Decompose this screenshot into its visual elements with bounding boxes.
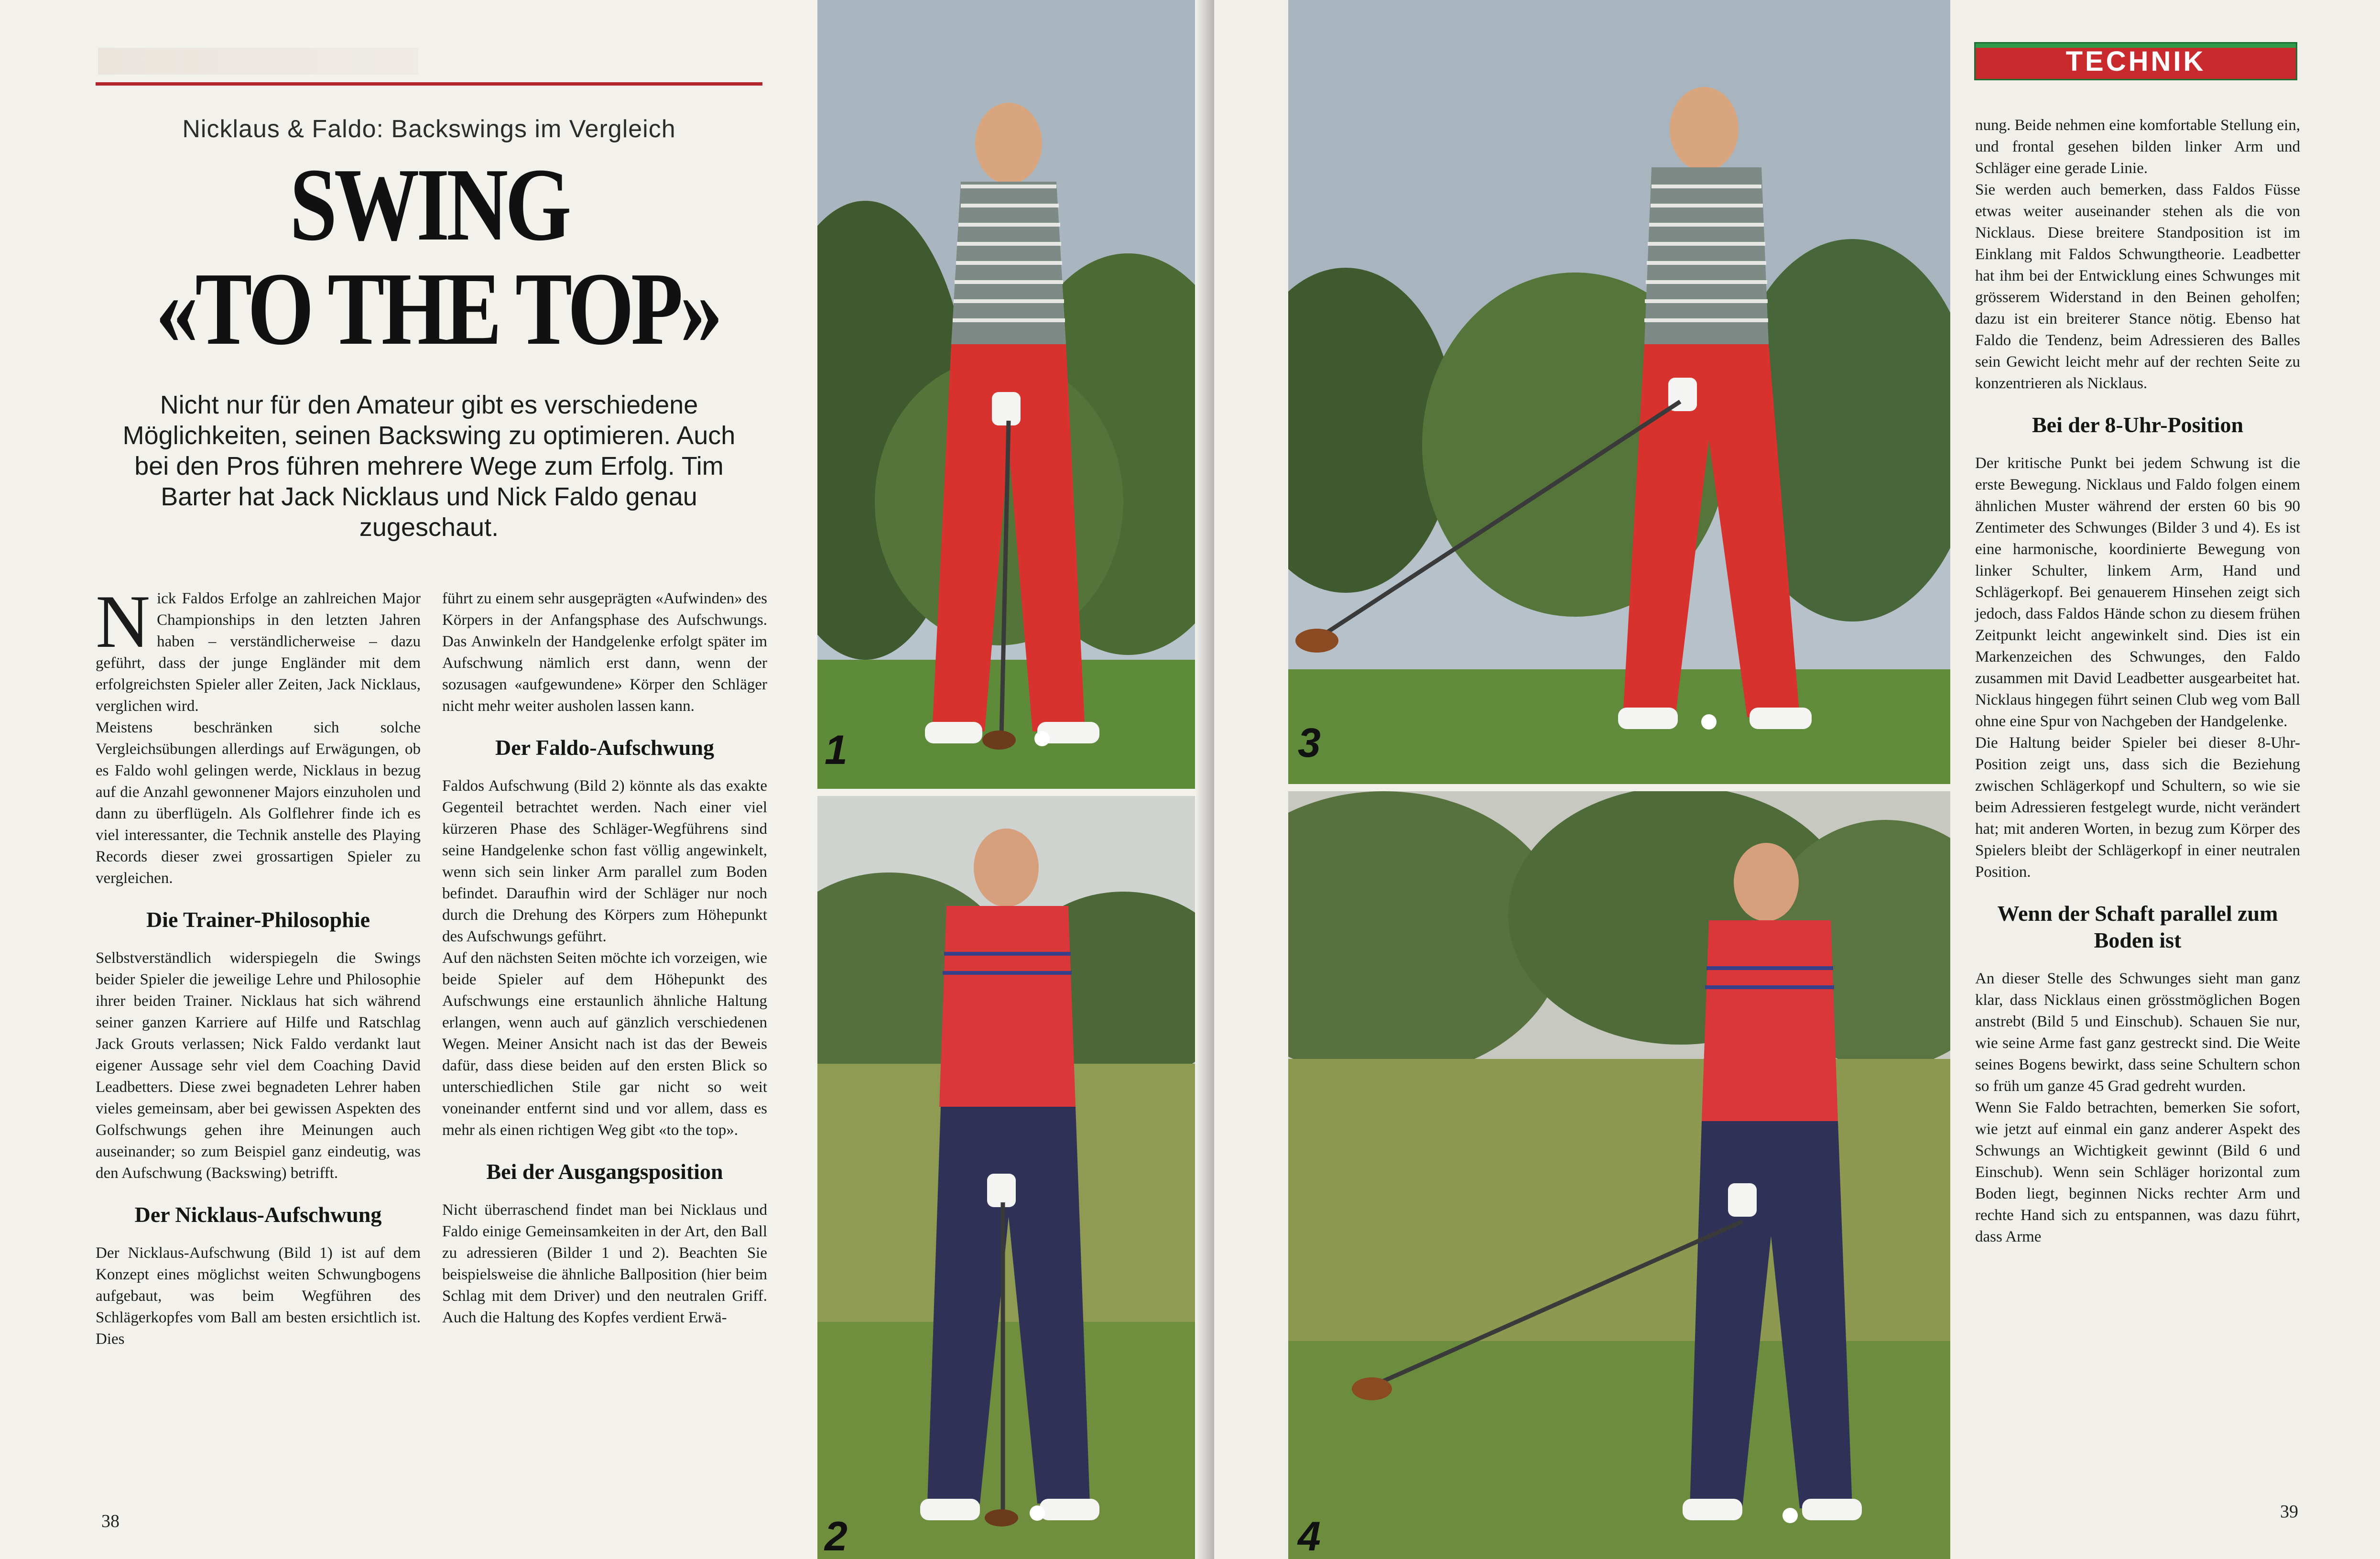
col1-paragraph-4: Der Nicklaus-Aufschwung (Bild 1) ist auf dem Konzept eines möglichst weiten Schwungbogens aufgebaut, was beim Wegführen des Schlägerkopfes vom Ball am besten ersichtlich ist. Dies [96, 1244, 421, 1348]
col2-paragraph-3: Auf den nächsten Seiten möchte ich vorzeigen, wie beide Spieler auf dem Höhepunkt des Aufschwungs eine erstaunlich ähnliche Haltung erlangen, wenn auch auf gänzlich verschiedenen Wegen. Meiner Ansicht nach ist das der Beweis dafür, dass diese beiden auf den ersten Blick so unterschiedlichen Stile gar nicht so weit voneinander entfernt sind und vor allem, dass es mehr als einen richtigen Weg gibt «to the top». [442, 949, 767, 1139]
photo-nicklaus-takeaway [1288, 0, 1950, 784]
article-kicker: Nicklaus & Faldo: Backswings im Vergleich [182, 115, 676, 143]
article-headline [155, 147, 720, 367]
photo-3-illustration [1288, 0, 1950, 784]
section-badge-technik [1974, 42, 2297, 80]
header-ghost-bar [98, 48, 418, 75]
photo-4-illustration [1288, 791, 1950, 1559]
page-number-right: 39 [2280, 1502, 2298, 1522]
col3-paragraph-2: Sie werden auch bemerken, dass Faldos Füsse etwas weiter auseinander stehen als die von Nicklaus. Diese breitere Standposition ist im Einklang mit Faldos Schwungtheorie. Leadbetter hat ihm bei der Entwicklung eines Schwunges mit grösserem Widerstand in den Beinen geholfen; dazu ist ein breiterer Stance nötig. Ebenso hat Faldo die Tendenz, beim Adressieren des Balles sein Gewicht leicht mehr auf der rechten Seite zu konzentrieren als Nicklaus. [1975, 181, 2300, 392]
subhead-ausgangsposition: Bei der Ausgangsposition [486, 1159, 723, 1184]
col3-paragraph-6: Wenn Sie Faldo betrachten, bemerken Sie sofort, wie jetzt auf einmal ein ganz anderer Aspekt des Schwungs an Wichtigkeit gewinnt (Bild 6 und Einschub). Wenn sein Schläger horizontal zum Boden liegt, beginnen Nicks rechter Arm und rechte Hand sich zu entspannen, was dazu führt, dass Arme [1975, 1099, 2300, 1245]
photo-nicklaus-address [817, 0, 1195, 789]
figure-number-3: 3 [1298, 720, 1321, 766]
text-column-2 [442, 588, 767, 1329]
photo-faldo-address [817, 796, 1195, 1559]
col3-paragraph-4: Die Haltung beider Spieler bei dieser 8-Uhr-Position zeigt uns, dass sich die Beziehung zwischen Schlägerkopf und Schultern, so wie sie beim Adressieren festgelegt wurde, nicht verändert hat; mit anderen Worten, in bezug zum Körper des Spielers bleibt der Schlägerkopf in einer neutralen Position. [1975, 734, 2300, 881]
col2-paragraph-1: führt zu einem sehr ausgeprägten «Aufwinden» des Körpers in der Anfangsphase des Aufschwungs. Das Anwinkeln der Handgelenke erfolgt später im Aufschwung nämlich erst dann, wenn der sozusagen «aufgewundene» Körper den Schläger nicht mehr weiter ausholen lassen kann. [442, 590, 767, 715]
right-page [1214, 0, 2380, 1559]
col3-paragraph-5: An dieser Stelle des Schwunges sieht man ganz klar, dass Nicklaus einen grösstmöglichen Bogen anstrebt (Bild 5 und Einschub). Schauen Sie nur, wie seine Arme fast ganz gestreckt sind. Die Weite seines Bogens bewirkt, dass seine Schultern schon so früh um ganze 45 Grad gedreht wurden. [1975, 970, 2300, 1095]
subhead-schaft-parallel: Wenn der Schaft parallel zum Boden ist [1997, 901, 2278, 952]
section-badge-label: TECHNIK [2065, 45, 2206, 77]
col1-paragraph-1: Nick Faldos Erfolge an zahlreichen Major Championships in den letzten Jahren haben – verständlicherweise – dazu geführt, dass der junge Engländer mit dem erfolgreichsten Spieler aller Zeiten, Jack Nicklaus, verglichen wird. [96, 580, 421, 715]
subhead-faldo-aufschwung: Der Faldo-Aufschwung [495, 735, 714, 760]
photo-faldo-takeaway [1288, 791, 1950, 1559]
photo-2-illustration [817, 796, 1195, 1559]
drop-cap: N [96, 580, 151, 664]
article-intro: Nicht nur für den Amateur gibt es verschiedene Möglichkeiten, seinen Backswing zu optimieren. Auch bei den Pros führen mehrere Wege zum Erfolg. Tim Barter hat Jack Nicklaus und Nick Faldo genau zugeschaut. [122, 391, 736, 542]
subhead-8-uhr-position: Bei der 8-Uhr-Position [2032, 413, 2244, 437]
col1-paragraph-3: Selbstverständlich widerspiegeln die Swings beider Spieler die jeweilige Lehre und Philosophie ihrer beiden Trainer. Nicklaus hat sich während seiner ganzen Karriere auf Hilfe und Ratschlag Jack Grouts verlassen; Nick Faldo verdankt laut eigener Aussage sehr viel dem Coaching David Leadbetters. Diese zwei begnadeten Lehrer haben vieles gemeinsam, aber bei gewissen Aspekten des Golfschwungs gehen ihre Meinungen auch auseinander; so zum Beispiel ganz eindeutig, was den Aufschwung (Backswing) betrifft. [96, 949, 421, 1182]
figure-number-4: 4 [1298, 1514, 1321, 1559]
col3-paragraph-3: Der kritische Punkt bei jedem Schwung ist die erste Bewegung. Nicklaus und Faldo folgen einem ähnlichen Muster während der ersten 60 bis 90 Zentimeter des Schwunges (Bilder 3 und 4). Es ist eine harmonische, koordinierte Bewegung von linker Schulter, linkem Arm, Hand und Schlägerkopf. Bei genauerem Hinsehen zeigt sich jedoch, dass Faldos Hände schon zu diesem frühen Zeitpunkt leicht angewinkelt sind. Dies ist ein Markenzeichen des Schwunges, den Faldo zusammen mit David Leadbetter ausgearbeitet hat. Nicklaus hingegen führt seinen Club weg vom Ball ohne eine Spur von Nachgeben der Handgelenke. [1975, 455, 2300, 730]
header-rule [96, 82, 762, 86]
subhead-nicklaus-aufschwung: Der Nicklaus-Aufschwung [134, 1202, 382, 1227]
text-column-1 [96, 580, 421, 1350]
headline-line-2: «TO THE TOP» [155, 251, 720, 367]
text-column-3 [1975, 115, 2300, 1248]
col2-paragraph-4: Nicht überraschend findet man bei Nicklaus und Faldo einige Gemeinsamkeiten in der Art, den Ball zu adressieren (Bilder 1 und 2). Beachten Sie beispielsweise die ähnliche Ballposition (hier beim Schlag mit dem Driver) und den neutralen Griff. Auch die Haltung des Kopfes verdient Erwä- [442, 1201, 767, 1326]
col1-paragraph-2: Meistens beschränken sich solche Vergleichsübungen allerdings auf Erwägungen, ob es Faldo wohl gelingen werde, Nicklaus in bezug auf die Anzahl gewonnener Majors einzuholen und dann zu überflügeln. Als Golflehrer finde ich es viel interessanter, die Technik anstelle des Playing Records dieser zwei grossartigen Spieler zu vergleichen. [96, 719, 421, 887]
page-number-left: 38 [101, 1511, 120, 1531]
figure-number-2: 2 [825, 1514, 848, 1559]
photo-1-illustration [817, 0, 1195, 789]
figure-number-1: 1 [825, 727, 848, 773]
headline-line-1: SWING [289, 147, 569, 262]
subhead-trainer-philosophie: Die Trainer-Philosophie [146, 907, 370, 932]
col2-paragraph-2: Faldos Aufschwung (Bild 2) könnte als das exakte Gegenteil betrachtet werden. Nach einer viel kürzeren Phase des Schläger-Wegführens sind seine Handgelenke schon fast völlig angewinkelt, wenn sich sein linker Arm parallel zum Boden befindet. Daraufhin wird der Schläger nur noch durch die Drehung des Körpers zum Höhepunkt des Aufschwungs geführt. [442, 777, 767, 945]
col3-paragraph-1: nung. Beide nehmen eine komfortable Stellung ein, und frontal gesehen bilden linker Arm und Schläger eine gerade Linie. [1975, 117, 2300, 177]
